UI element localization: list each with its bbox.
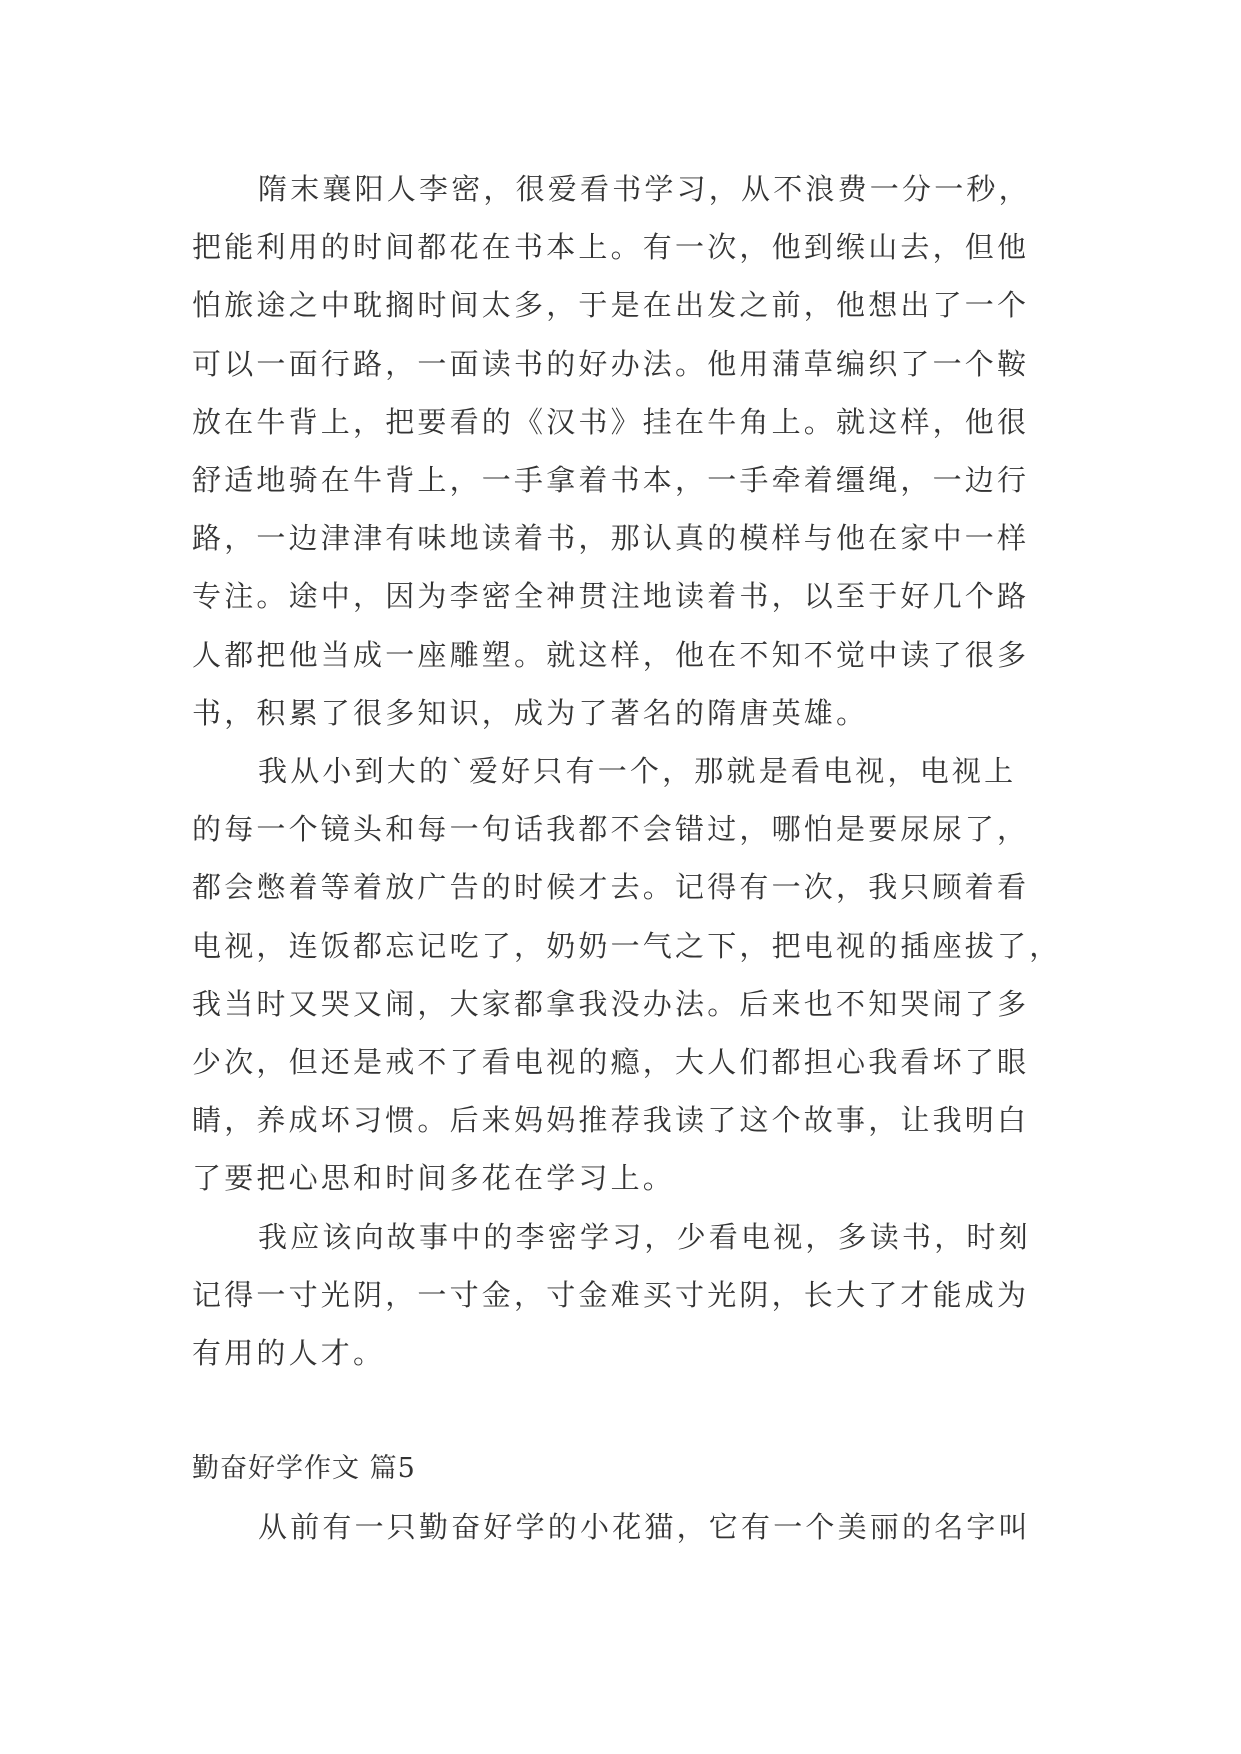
text-line: 书，积累了很多知识，成为了著名的隋唐英雄。 <box>192 695 869 730</box>
text-line: 舒适地骑在牛背上，一手拿着书本，一手牵着缰绳，一边行 <box>192 463 1030 498</box>
text-line: 隋末襄阳人李密，很爱看书学习，从不浪费一分一秒， <box>258 172 1031 206</box>
text-line: 都会憋着等着放广告的时候才去。记得有一次，我只顾着看 <box>192 870 1030 905</box>
text-line: 我从小到大的`爱好只有一个，那就是看电视，电视上 <box>258 754 1017 789</box>
text-line: 有用的人才。 <box>192 1336 386 1371</box>
text-line: 少次，但还是戒不了看电视的瘾，大人们都担心我看坏了眼 <box>192 1045 1030 1080</box>
text-line: 把能利用的时间都花在书本上。有一次，他到缑山去，但他 <box>192 230 1030 265</box>
text-line: 放在牛背上，把要看的《汉书》挂在牛角上。就这样，他很 <box>192 404 1030 439</box>
paragraph-kitten-story <box>192 1498 1060 1556</box>
text-line: 可以一面行路，一面读书的好办法。他用蒲草编织了一个鞍 <box>192 346 1030 381</box>
section-gap <box>192 1382 1060 1440</box>
text-line: 从前有一只勤奋好学的小花猫，它有一个美丽的名字叫 <box>258 1510 1031 1545</box>
text-line: 了要把心思和时间多花在学习上。 <box>192 1161 676 1196</box>
paragraph-conclusion <box>192 1208 1060 1383</box>
text-line: 怕旅途之中耽搁时间太多，于是在出发之前，他想出了一个 <box>192 288 1030 323</box>
text-line: 的每一个镜头和每一句话我都不会错过，哪怕是要尿尿了， <box>192 812 1030 847</box>
text-line: 电视，连饭都忘记吃了，奶奶一气之下，把电视的插座拔了， <box>192 928 1062 963</box>
text-line: 我应该向故事中的李密学习，少看电视，多读书，时刻 <box>258 1219 1031 1254</box>
section-title: 勤奋好学作文 篇5 <box>192 1453 416 1485</box>
text-line: 人都把他当成一座雕塑。就这样，他在不知不觉中读了很多 <box>192 637 1030 672</box>
text-line: 我当时又哭又闹，大家都拿我没办法。后来也不知哭闹了多 <box>192 986 1030 1021</box>
paragraph-tv-habit <box>192 742 1060 1208</box>
text-line: 路，一边津津有味地读着书，那认真的模样与他在家中一样 <box>192 521 1030 556</box>
text-line: 专注。途中，因为李密全神贯注地读着书，以至于好几个路 <box>192 579 1030 614</box>
text-line: 睛，养成坏习惯。后来妈妈推荐我读了这个故事，让我明白 <box>192 1103 1030 1138</box>
document-body <box>192 160 1060 1557</box>
paragraph-li-mi-story <box>192 160 1060 742</box>
text-line: 记得一寸光阴，一寸金，寸金难买寸光阴，长大了才能成为 <box>192 1277 1030 1312</box>
